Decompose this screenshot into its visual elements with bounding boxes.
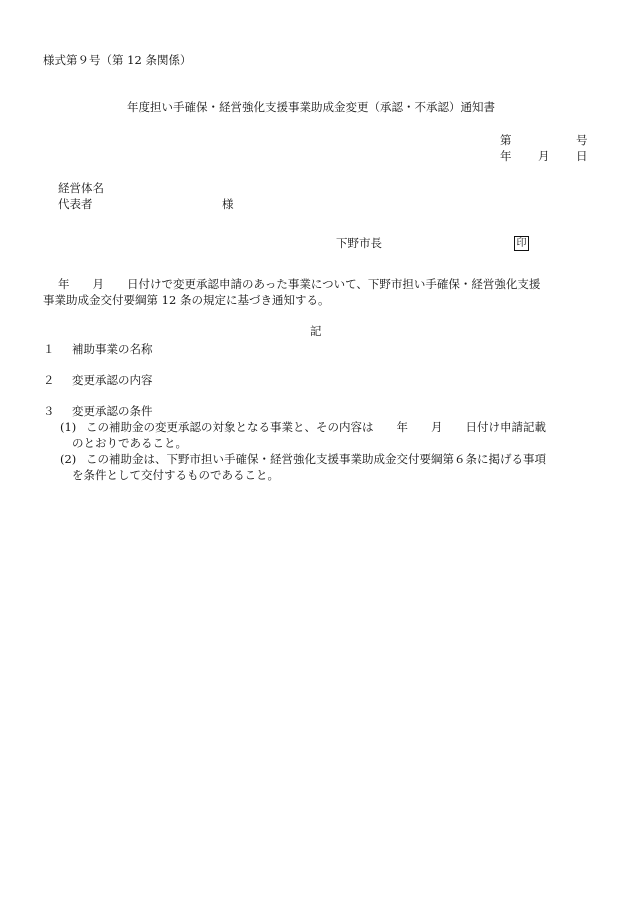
item-1-label: 補助事業の名称 bbox=[72, 342, 153, 356]
condition-2-line-1: この補助金は、下野市担い手確保・経営強化支援事業助成金交付要綱第６条に掲げる事項 bbox=[86, 452, 546, 466]
item-3-number: ３ bbox=[43, 404, 55, 418]
doc-number-dai: 第 bbox=[500, 133, 512, 147]
condition-2-number: (2) bbox=[60, 452, 77, 466]
date-day: 日 bbox=[576, 149, 588, 163]
issuer-title: 下野市長 bbox=[336, 236, 382, 250]
business-name-label: 経営体名 bbox=[58, 181, 104, 195]
item-3-label: 変更承認の条件 bbox=[72, 404, 153, 418]
item-2-label: 変更承認の内容 bbox=[72, 373, 153, 387]
condition-1-line-1: この補助金の変更承認の対象となる事業と、その内容は 年 月 日付け申請記載 bbox=[86, 420, 546, 434]
seal-mark: 印 bbox=[514, 236, 529, 251]
date-month: 月 bbox=[538, 149, 550, 163]
body-line-2: 事業助成金交付要綱第 12 条の規定に基づき通知する。 bbox=[43, 293, 330, 307]
form-number: 様式第９号（第 12 条関係） bbox=[43, 53, 192, 67]
ki-mark: 記 bbox=[310, 324, 322, 338]
condition-1-line-2: のとおりであること。 bbox=[72, 436, 187, 450]
document-title: 年度担い手確保・経営強化支援事業助成金変更（承認・不承認）通知書 bbox=[127, 100, 495, 114]
doc-number-go: 号 bbox=[576, 133, 588, 147]
item-1-number: １ bbox=[43, 342, 55, 356]
honorific: 様 bbox=[222, 197, 234, 211]
condition-1-number: (1) bbox=[60, 420, 77, 434]
item-2-number: ２ bbox=[43, 373, 55, 387]
body-line-1: 年 月 日付けで変更承認申請のあった事業について、下野市担い手確保・経営強化支援 bbox=[58, 277, 541, 291]
condition-2-line-2: を条件として交付するものであること。 bbox=[72, 468, 279, 482]
representative-label: 代表者 bbox=[58, 197, 93, 211]
date-year: 年 bbox=[500, 149, 512, 163]
